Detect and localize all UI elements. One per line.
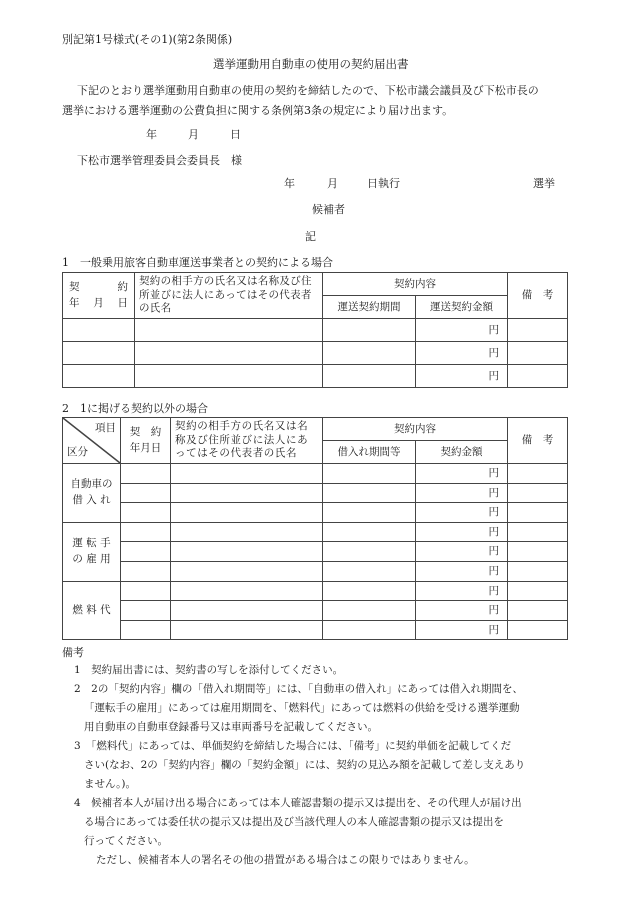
cell-period[interactable] <box>323 561 416 581</box>
cell-date[interactable] <box>121 542 171 562</box>
date-line-1: 契 約 <box>129 426 162 439</box>
cell-date[interactable] <box>63 342 135 365</box>
election-year: 年 <box>284 177 295 190</box>
table-row <box>63 319 568 342</box>
election-name: 選挙 <box>533 177 555 190</box>
cell-remarks[interactable] <box>508 561 568 581</box>
cell-party[interactable] <box>135 319 323 342</box>
cell-period[interactable] <box>323 601 416 621</box>
cell-period[interactable] <box>323 464 416 484</box>
cell-amount[interactable]: 円 <box>416 601 508 621</box>
election-day-exec: 日執行 <box>367 177 400 190</box>
header-period: 借入れ期間等 <box>323 441 416 464</box>
header-item-category <box>63 418 121 464</box>
cell-remarks[interactable] <box>508 319 568 342</box>
header-content: 契約内容 <box>323 273 508 296</box>
category-label-line-2: の 雇 用 <box>72 552 111 565</box>
notes-list <box>74 661 584 870</box>
cell-date[interactable] <box>121 522 171 542</box>
header-amount: 運送契約金額 <box>416 296 508 319</box>
cell-date[interactable] <box>63 365 135 388</box>
category-label-line-1: 燃 料 代 <box>72 603 111 616</box>
date-day: 日 <box>230 128 241 141</box>
table-row <box>63 483 568 503</box>
header-content: 契約内容 <box>323 418 508 441</box>
cell-period[interactable] <box>323 365 416 388</box>
cell-amount[interactable]: 円 <box>416 581 508 601</box>
date-char-month: 月 <box>93 297 104 309</box>
category-label-line-1: 運 転 手 <box>72 536 111 549</box>
ki-label: 記 <box>305 230 316 243</box>
category-label-line-1: 自動車の <box>70 478 113 491</box>
header-item: 項目 <box>95 422 116 434</box>
cell-period[interactable] <box>323 620 416 640</box>
header-amount: 契約金額 <box>416 441 508 464</box>
date-year: 年 <box>146 128 157 141</box>
cell-party[interactable] <box>171 483 323 503</box>
cell-amount[interactable]: 円 <box>416 319 508 342</box>
table-row <box>63 342 568 365</box>
header-contract-date <box>63 273 135 319</box>
cell-date[interactable] <box>121 483 171 503</box>
table-row <box>63 464 568 484</box>
cell-remarks[interactable] <box>508 342 568 365</box>
note-2-line: 用自動車の自動車登録番号又は車両番号を記載してください。 <box>84 721 378 733</box>
table-row <box>63 620 568 640</box>
category-label <box>63 464 121 523</box>
cell-date[interactable] <box>121 581 171 601</box>
intro-line-2: 選挙における選挙運動の公費負担に関する条例第3条の規定により届け出ます。 <box>62 104 454 117</box>
date-char-2: 約 <box>117 281 128 294</box>
date-char-year: 年 <box>69 297 80 309</box>
section2-table <box>62 417 568 640</box>
cell-remarks[interactable] <box>508 581 568 601</box>
date-char-day: 日 <box>117 297 128 309</box>
header-remarks: 備 考 <box>508 273 568 319</box>
table-row <box>63 542 568 562</box>
cell-amount[interactable]: 円 <box>416 342 508 365</box>
cell-amount[interactable]: 円 <box>416 522 508 542</box>
note-1-line: 1 契約届出書には、契約書の写しを添付してください。 <box>74 664 344 676</box>
candidate-label: 候補者 <box>312 203 345 216</box>
note-3-line: 3 「燃料代」にあっては、単価契約を締結した場合には、「備考」に契約単価を記載してくだ <box>74 740 512 752</box>
cell-date[interactable] <box>121 464 171 484</box>
header-party: 契約の相手方の氏名又は名称及び住所並びに法人にあってはその代表者の氏名 <box>171 418 323 464</box>
category-label-line-2: 借 入 れ <box>72 493 111 506</box>
cell-party[interactable] <box>171 561 323 581</box>
section2-heading: 2 1に掲げる契約以外の場合 <box>62 402 208 415</box>
table-row <box>63 601 568 621</box>
cell-period[interactable] <box>323 319 416 342</box>
cell-amount[interactable]: 円 <box>416 483 508 503</box>
cell-remarks[interactable] <box>508 365 568 388</box>
cell-remarks[interactable] <box>508 503 568 523</box>
table-row <box>63 581 568 601</box>
note-3-line: さい(なお、2の「契約内容」欄の「契約金額」には、契約の見込み額を記載して差し支えあり <box>84 759 526 771</box>
table-row <box>63 503 568 523</box>
date-month: 月 <box>188 128 199 141</box>
cell-party[interactable] <box>171 601 323 621</box>
notes-heading: 備考 <box>62 646 84 659</box>
cell-party[interactable] <box>171 542 323 562</box>
table-row <box>63 365 568 388</box>
intro-line-1: 下記のとおり選挙運動用自動車の使用の契約を締結したので、下松市議会議員及び下松市長の <box>77 84 539 97</box>
header-category: 区分 <box>67 446 88 459</box>
cell-remarks[interactable] <box>508 522 568 542</box>
header-party: 契約の相手方の氏名又は名称及び住所並びに法人にあってはその代表者の氏名 <box>135 273 323 319</box>
cell-period[interactable] <box>323 542 416 562</box>
cell-amount[interactable]: 円 <box>416 542 508 562</box>
cell-remarks[interactable] <box>508 601 568 621</box>
cell-date[interactable] <box>121 601 171 621</box>
header-period: 運送契約期間 <box>323 296 416 319</box>
cell-date[interactable] <box>63 319 135 342</box>
cell-remarks[interactable] <box>508 620 568 640</box>
section1-heading: 1 一般乗用旅客自動車運送事業者との契約による場合 <box>62 256 333 269</box>
date-line-2: 年月日 <box>129 442 162 454</box>
cell-amount[interactable]: 円 <box>416 561 508 581</box>
table-row <box>63 522 568 542</box>
header-remarks: 備 考 <box>508 418 568 464</box>
cell-party[interactable] <box>171 522 323 542</box>
cell-period[interactable] <box>323 581 416 601</box>
note-2-line: 2 2の「契約内容」欄の「借入れ期間等」には、「自動車の借入れ」にあっては借入れ期間を、 <box>74 683 524 695</box>
cell-date[interactable] <box>121 503 171 523</box>
cell-period[interactable] <box>323 342 416 365</box>
cell-amount[interactable]: 円 <box>416 365 508 388</box>
cell-period[interactable] <box>323 483 416 503</box>
cell-period[interactable] <box>323 522 416 542</box>
cell-remarks[interactable] <box>508 464 568 484</box>
cell-amount[interactable]: 円 <box>416 620 508 640</box>
note-4-line: 行ってください。 <box>84 835 168 847</box>
note-4-line: 4 候補者本人が届け出る場合にあっては本人確認書類の提示又は提出を、その代理人が届け出 <box>74 797 522 809</box>
date-char-1: 契 <box>69 281 80 294</box>
note-3-line: ません。)。 <box>84 778 136 790</box>
cell-party[interactable] <box>135 342 323 365</box>
cell-party[interactable] <box>171 620 323 640</box>
category-label <box>63 522 121 581</box>
cell-amount[interactable]: 円 <box>416 503 508 523</box>
election-month: 月 <box>327 177 338 190</box>
note-4-line: る場合にあっては委任状の提示又は提出及び当該代理人の本人確認書類の提示又は提出を <box>84 816 504 828</box>
cell-party[interactable] <box>171 503 323 523</box>
note-proviso: ただし、候補者本人の署名その他の措置がある場合はこの限りではありません。 <box>96 854 475 866</box>
cell-party[interactable] <box>135 365 323 388</box>
cell-period[interactable] <box>323 503 416 523</box>
cell-remarks[interactable] <box>508 483 568 503</box>
cell-date[interactable] <box>121 561 171 581</box>
cell-party[interactable] <box>171 464 323 484</box>
cell-amount[interactable]: 円 <box>416 464 508 484</box>
form-label: 別記第1号様式(その1)(第2条関係) <box>62 33 233 46</box>
table-row <box>63 561 568 581</box>
document-title: 選挙運動用自動車の使用の契約届出書 <box>213 57 409 71</box>
cell-remarks[interactable] <box>508 542 568 562</box>
cell-party[interactable] <box>171 581 323 601</box>
addressee: 下松市選挙管理委員会委員長 様 <box>77 154 242 167</box>
section1-table <box>62 272 568 388</box>
cell-date[interactable] <box>121 620 171 640</box>
category-label <box>63 581 121 640</box>
header-contract-date <box>121 418 171 464</box>
note-2-line: 「運転手の雇用」にあっては雇用期間を、「燃料代」にあっては燃料の供給を受ける選挙運動 <box>84 702 520 714</box>
